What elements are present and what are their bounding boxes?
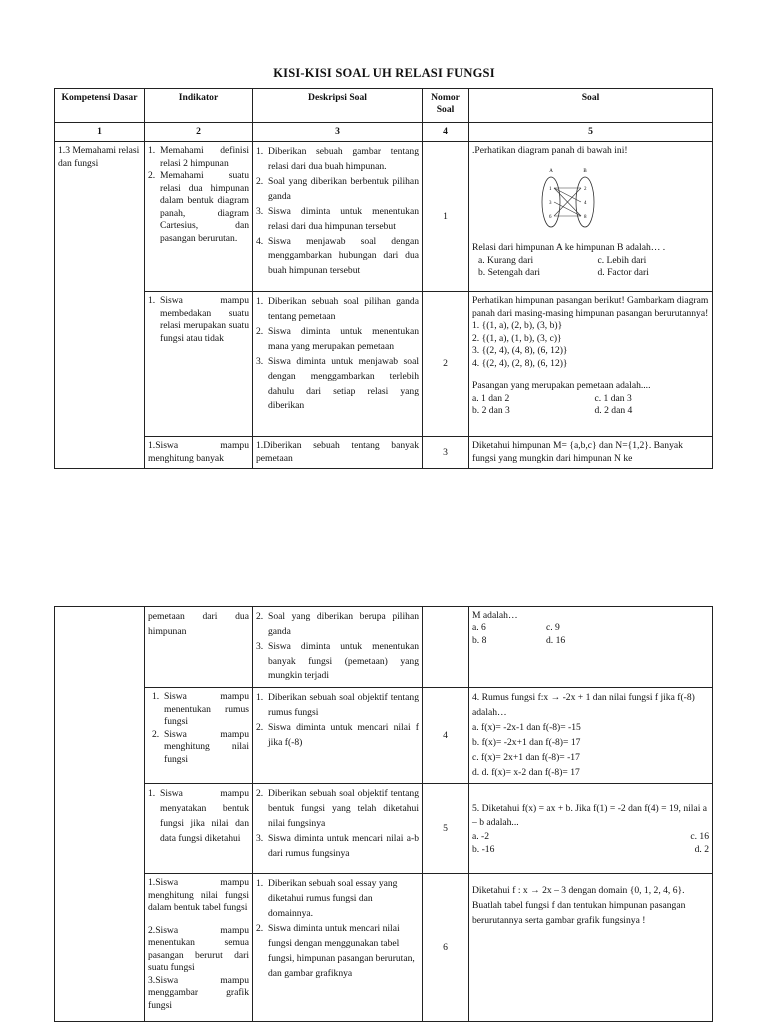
set-a-element: 1: [549, 186, 552, 192]
options: [472, 622, 709, 647]
indikator-cell: [145, 292, 253, 437]
list-item: 2. Siswa diminta untuk menentukan mana yang merupakan pemetaan: [256, 326, 419, 353]
list-item: 2. Diberikan sebuah soal objektif tentang bentuk fungsi yang telah diketahui nilai fungsinya: [256, 788, 419, 830]
soal-intro: 5. Diketahui f(x) = ax + b. Jika f(1) = -2 dan f(4) = 19, nilai a – b adalah...: [472, 802, 708, 829]
deskripsi-cell: [253, 784, 423, 874]
list-item: 3. Siswa diminta untuk menentukan banyak fungsi (pemetaan) yang mungkin terjadi: [256, 640, 419, 682]
soal-cell: [469, 292, 713, 437]
soal-list-item: 3. {(2, 4), (4, 8), (6, 12)}: [472, 345, 568, 357]
option: b. 2 dan 3: [472, 405, 510, 417]
list-item: 1. Diberikan sebuah soal essay yang diketahui rumus fungsi dan domainnya.: [256, 878, 398, 920]
kd-text: 1.3 Memahami relasi dan fungsi: [58, 145, 140, 169]
options: [472, 844, 709, 856]
header-soal: Soal: [469, 89, 713, 123]
option: b. 8: [472, 634, 487, 646]
relation-arrow: [554, 202, 581, 216]
option: b. Setengah dari: [478, 267, 541, 279]
option: c. Lebih dari: [597, 254, 647, 266]
option: d. 2: [694, 843, 709, 855]
option: d. 16: [546, 634, 566, 646]
nomor-cell: 6: [423, 874, 469, 1022]
soal-question: Pasangan yang merupakan pemetaan adalah....: [472, 380, 651, 392]
options: [472, 255, 709, 280]
soal-intro: Perhatikan himpunan pasangan berikut! Gambarkam diagram panah dari masing-masing himpunan pasangan berurutannya!: [472, 295, 709, 319]
soal-cell: [469, 874, 713, 1022]
list-item: 2. Soal yang diberikan berbentuk pilihan ganda: [256, 176, 419, 203]
set-b-element: 2: [584, 186, 587, 192]
nomor-cell: 2: [423, 292, 469, 437]
list-item: 2. Siswa mampu menghitung nilai fungsi: [152, 728, 249, 765]
nomor-cell: 3: [423, 437, 469, 469]
deskripsi-cell: [253, 142, 423, 292]
nomor-cell: 5: [423, 784, 469, 874]
soal-list-item: 2. {(1, a), (1, b), (3, c)}: [472, 332, 562, 344]
option: b. -16: [472, 843, 495, 855]
soal-list-item: a. f(x)= -2x-1 dan f(-8)= -15: [472, 722, 581, 734]
soal-intro: 4. Rumus fungsi f:x → -2x + 1 dan nilai fungsi f jika f(-8) adalah…: [472, 692, 695, 719]
list-item: 1. Siswa mampu membedakan suatu relasi merupakan suatu fungsi atau tidak: [148, 295, 249, 344]
soal-text: Diketahui f : x → 2x – 3 dengan domain {0, 1, 2, 4, 6}. Buatlah tabel fungsi f dan tentukan himpunan pasangan berurutannya serta gambar grafik fungsinya !: [472, 885, 686, 927]
options: [472, 831, 709, 843]
list-item: 1. Diberikan sebuah soal pilihan ganda tentang pemetaan: [256, 296, 419, 323]
nomor-cell: 1: [423, 142, 469, 292]
table-row: [55, 874, 713, 1022]
soal-list-item: 4. {(2, 4), (2, 8), (6, 12)}: [472, 357, 568, 369]
indikator-paragraph: 3.Siswa mampu menggambar grafik fungsi: [148, 974, 249, 1011]
column-number-row: [55, 123, 713, 142]
soal-intro: M adalah…: [472, 610, 518, 621]
option: c. 9: [546, 622, 560, 634]
indikator-cell: [145, 784, 253, 874]
list-item: 1. Diberikan sebuah gambar tentang relasi dari dua buah himpunan.: [256, 146, 419, 173]
indikator-cell: pemetaan dari dua himpunan: [145, 607, 253, 688]
indikator-cell: [145, 142, 253, 292]
kd-cell: [55, 142, 145, 469]
soal-cell: [469, 784, 713, 874]
soal-cell: [469, 142, 713, 292]
list-item: 1. Diberikan sebuah soal objektif tentang rumus fungsi: [256, 692, 419, 719]
header-deskripsi: Deskripsi Soal: [253, 89, 423, 123]
option: a. Kurang dari: [478, 254, 534, 266]
option: d. Factor dari: [597, 267, 649, 279]
deskripsi-cell: [253, 607, 423, 688]
header-kompetensi: Kompetensi Dasar: [55, 89, 145, 123]
list-item: 3. Siswa diminta untuk menentukan relasi dari dua himpunan tersebut: [256, 205, 419, 232]
options: [472, 393, 709, 418]
header-row: [55, 89, 713, 123]
option: a. 6: [472, 622, 486, 634]
soal-question: Relasi dari himpunan A ke himpunan B adalah… .: [472, 242, 666, 254]
nomor-cell: 4: [423, 688, 469, 784]
table-row: [55, 292, 713, 437]
deskripsi-cell: [253, 688, 423, 784]
col-number: 5: [469, 123, 713, 142]
kisi-table-page-1: [54, 88, 713, 469]
soal-intro: .Perhatikan diagram panah di bawah ini!: [472, 145, 628, 157]
indikator-cell: [145, 688, 253, 784]
col-number: 2: [145, 123, 253, 142]
table-row: [55, 784, 713, 874]
set-a-element: 6: [549, 214, 552, 220]
soal-cell: [469, 688, 713, 784]
list-item: 4. Siswa menjawab soal dengan menggambarkan hubungan dari dua buah himpunan tersebut: [256, 235, 419, 277]
set-b-element: 4: [584, 200, 587, 206]
deskripsi-cell: 1.Diberikan sebuah tentang banyak pemetaan: [253, 437, 423, 469]
header-nomor: Nomor Soal: [423, 89, 469, 123]
list-item: 2. Memahami suatu relasi dua himpunan dalam bentuk diagram panah, diagram Cartesius, dan pasangan berurutan.: [148, 170, 249, 244]
table-row: [55, 142, 713, 292]
soal-list-item: 1. {(1, a), (2, b), (3, b)}: [472, 320, 563, 332]
soal-list-item: b. f(x)= -2x+1 dan f(-8)= 17: [472, 736, 581, 748]
list-item: 2. Siswa diminta untuk mencari nilai f jika f(-8): [256, 722, 419, 748]
option: a. 1 dan 2: [472, 392, 510, 404]
col-number: 4: [423, 123, 469, 142]
set-a-element: 3: [549, 200, 552, 206]
set-b-element: 8: [584, 214, 587, 220]
indikator-paragraph: 2.Siswa mampu menentukan semua pasangan berurut dari suatu fungsi: [148, 924, 249, 974]
table-row: [55, 437, 713, 469]
soal-list-item: d. d. f(x)= x-2 dan f(-8)= 17: [472, 766, 580, 778]
deskripsi-cell: [253, 874, 423, 1022]
soal-cell: Diketahui himpunan M= {a,b,c} dan N={1,2}. Banyak fungsi yang mungkin dari himpunan N ke: [469, 437, 713, 469]
col-number: 1: [55, 123, 145, 142]
page-title: KISI-KISI SOAL UH RELASI FUNGSI: [273, 66, 495, 80]
list-item: 1. Memahami definisi relasi 2 himpunan: [148, 145, 249, 169]
indikator-cell: 1.Siswa mampu menghitung banyak: [145, 437, 253, 469]
set-a-label: A: [549, 168, 553, 174]
set-b-label: B: [583, 168, 587, 174]
nomor-cell: [423, 607, 469, 688]
option: c. 16: [690, 831, 709, 843]
list-item: 1. Siswa mampu menyatakan bentuk fungsi jika nilai dan data fungsi diketahui: [148, 788, 249, 845]
list-item: 2. Soal yang diberikan berupa pilihan ganda: [256, 611, 419, 637]
option: a. -2: [472, 831, 490, 843]
indikator-paragraph: 1.Siswa mampu menghitung nilai fungsi dalam bentuk tabel fungsi: [148, 877, 249, 914]
kisi-table-page-2: [54, 606, 713, 1022]
soal-list-item: c. f(x)= 2x+1 dan f(-8)= -17: [472, 751, 580, 763]
list-item: 3. Siswa diminta untuk menjawab soal dengan menggambarkan terlebih dahulu dari setiap relasi yang diberikan: [256, 355, 419, 412]
indikator-cell: [145, 874, 253, 1022]
table-row: [55, 607, 713, 688]
deskripsi-cell: [253, 292, 423, 437]
option: c. 1 dan 3: [594, 392, 632, 404]
list-item: 3. Siswa diminta untuk mencari nilai a-b dari rumus fungsinya: [256, 833, 419, 859]
list-item: 2. Siswa diminta untuk mencari nilai fungsi dengan menggunakan tabel fungsi, himpunan pasangan berurutan, dan gambar grafiknya: [256, 923, 415, 979]
arrow-diagram: [536, 164, 600, 234]
kd-cell: [55, 607, 145, 1022]
soal-cell: [469, 607, 713, 688]
option: d. 2 dan 4: [594, 405, 633, 417]
table-row: [55, 688, 713, 784]
list-item: 1. Siswa mampu menentukan rumus fungsi: [152, 691, 249, 728]
header-indikator: Indikator: [145, 89, 253, 123]
col-number: 3: [253, 123, 423, 142]
